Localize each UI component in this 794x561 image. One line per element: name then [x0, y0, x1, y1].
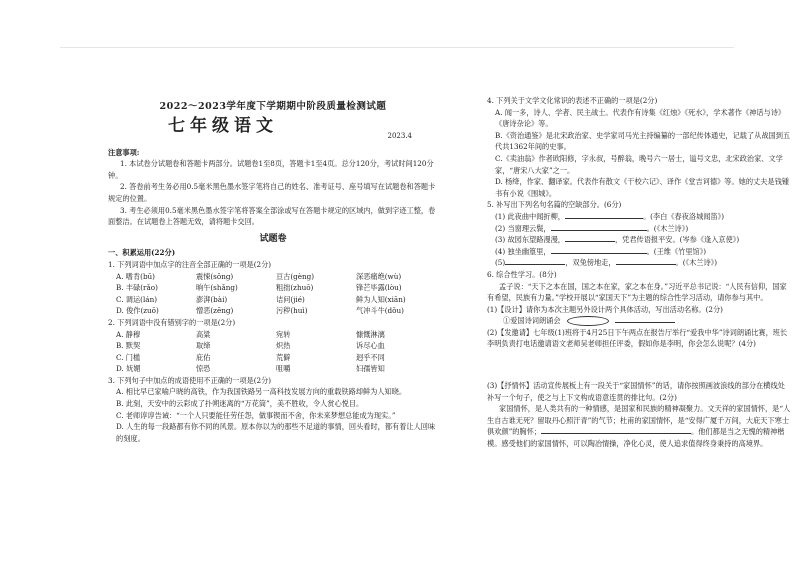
q6-sub2: (2)【发邀请】七年级(1)班将于4月25日下午两点在报告厅举行“爱我中华”诗词朗诵比赛，班长李明负责打电话邀请语文老师吴老师担任评委，假如你是李明，你会怎么说呢？(4分) [487, 327, 788, 349]
q6-sub1-answer: ①爱国诗词朗诵会 [503, 316, 561, 326]
q5-line-prompt: (2) 当窗理云鬓， [495, 223, 551, 233]
q1-option: D. 俊作(zuō) [116, 306, 159, 316]
q1-option: 鲜为人知(xiān) [356, 294, 406, 304]
answer-blank[interactable] [615, 322, 675, 323]
notice-item: 2. 答卷前考生务必用0.5毫米黑色墨水签字笔将自己的姓名、准考证号、座号填写在试题卷和答题卡规定的位置。 [108, 182, 436, 203]
q5-line-source: ，凭君传语报平安。(岑参《逢入京使》) [614, 235, 740, 245]
q2-options [108, 329, 438, 375]
q1-option: 粗拙(zhuō) [276, 283, 314, 293]
q2-stem: 2. 下列词语中没有错别字的一项是(2分) [108, 317, 236, 327]
q5-line [487, 257, 792, 269]
q3-option: C. 老师谆谆告诫：“一个人只要能任劳任怨，做事锲而不舍，你未来梦想总能成为现实。” [116, 410, 396, 420]
q3-option: B. 此刻，天安中的云彩成了扑朔迷离的“万花筒”，美不胜收，令人赏心悦目。 [116, 399, 364, 409]
q3-option: A. 相比早已家喻户晓的高铁，作为我国铁路另一高科技发展方向的重载铁路却鲜为人知晓。 [116, 387, 407, 397]
answer-blank[interactable] [505, 264, 565, 265]
q2-option: 高粱 [196, 329, 211, 339]
exam-title: 2022～2023学年度下学期期中阶段质量检测试题 [159, 101, 387, 112]
q2-option: 取缔 [196, 341, 211, 351]
q2-option: 迥乎不同 [356, 352, 385, 362]
q1-option: A. 嗜肯(bū) [116, 271, 155, 281]
q4-option: A. 闻一多，诗人、学者、民主战士。代表作有诗集《红烛》《死水》，学术著作《神话与诗》《唐诗杂论》等。 [495, 107, 786, 129]
answer-blank[interactable] [541, 433, 691, 434]
q4-option: C.《卖油翁》作者欧阳修，字永叔，号醉翁，晚号六一居士，谥号文忠，北宋政治家、文学家，“唐宋八大家”之一。 [495, 153, 783, 175]
notice-item: 1. 本试卷分试题卷和答题卡两部分。试题卷1至8页，答题卡1至4页。总分120分，考试时间120分钟。 [108, 159, 434, 180]
q1-stem: 1. 下列词语中加点字的注音全部正确的一项是(2分) [108, 259, 272, 269]
q1-option: 诘问(jié) [276, 294, 305, 304]
section-title: 试题卷 [259, 233, 287, 244]
subject-title: 七年级语文 [168, 115, 278, 136]
q1-option: 气冲斗牛(dǒu) [356, 306, 404, 316]
q5-line [487, 246, 792, 258]
subject-row [108, 115, 438, 145]
q1-option: 亘古(gèng) [276, 271, 315, 281]
q2-option: 庇佑 [196, 352, 211, 362]
q2-option: 咀嚼 [276, 364, 291, 374]
answer-blank[interactable] [551, 230, 647, 231]
q2-option: B. 默契 [116, 341, 141, 351]
q2-option: 妇孺皆知 [356, 364, 385, 374]
q5-line-source: 。(王维《竹里馆》) [646, 246, 707, 256]
q1-option: C. 调运(lán) [116, 294, 158, 304]
right-column [487, 95, 792, 450]
q5-line-prompt: (1) 此夜曲中闻折柳， [495, 211, 565, 221]
notice-heading: 注意事项: [108, 147, 140, 157]
part-heading: 一、积累运用(22分) [108, 248, 176, 258]
q1-option: 深恶痛绝(wù) [356, 271, 402, 281]
q5-line-middle: ，双兔傍地走， [565, 258, 616, 268]
answer-blank[interactable] [616, 264, 676, 265]
q5-line [487, 223, 792, 235]
q2-option: 慷慨淋漓 [356, 329, 385, 339]
q1-option: 憎恶(zēng) [196, 306, 234, 316]
q2-option: C. 门槛 [116, 352, 141, 362]
q6-sub1: (1)【设计】请你为本次主题另外设计两个具体活动，写出活动名称。(2分) [487, 304, 723, 314]
q5-line-prompt: (5) [495, 258, 506, 268]
q6-sub1-answer-row [487, 315, 792, 327]
q3-option: D. 人生的每一段路都有你不同的风景。原本你以为的那些不足道的事情，回头看时，都有着让人回味的刻度。 [116, 422, 436, 443]
q5-line-source: 。(李白《春夜洛城闻笛》) [642, 211, 725, 221]
q2-option: 诉尽心血 [356, 341, 385, 351]
left-column [108, 95, 438, 444]
activity-ellipse [567, 316, 609, 326]
q6-passage-end: 。他们都是当之无愧的精神楷模。感受他们的家国情怀，可以陶冶情操，净化心灵，使人追求值得终身秉持的高境界。 [487, 427, 785, 449]
q4-option: B.《资治通鉴》是北宋政治家、史学家司马光主持编纂的一部纪传体通史，记载了从战国到五代共1362年间的史事。 [495, 130, 791, 152]
q1-option: 澎湃(bài) [196, 294, 228, 304]
q6-intro: 孟子说：“天下之本在国，国之本在家，家之本在身。”习近平总书记说：“人民有信仰，国家有希望，民族有力量。”学校开展以“家国天下”为主题的综合性学习活动，请你参与其中。 [487, 281, 787, 303]
page-top-border [60, 47, 734, 48]
q2-option: D. 妩媚 [116, 364, 141, 374]
q2-option: 宛转 [276, 329, 291, 339]
notice-item: 3. 考生必须用0.5毫米黑色墨水签字笔将答案全部涂或写在答题卡规定的区域内，做到字迹工整，卷面整洁。在试题卷上答题无效，请将题卡交回。 [108, 205, 436, 227]
q5-line-prompt: (4) 独坐幽篁里， [495, 246, 551, 256]
q6-sub3: (3)【抒情怀】活动宣传展板上有一段关于“家国情怀”的话，请你按照画波浪线的部分在横线处补写一个句子，使之与上下文构成语意连贯的排比句。(2分) [487, 381, 785, 402]
q6-stem: 6. 综合性学习。(8分) [487, 269, 557, 279]
q5-line-prompt: (3) 故园东望路漫漫， [495, 235, 565, 245]
q5-line [487, 211, 792, 223]
q1-option: 锋芒毕露(lòu) [356, 283, 402, 293]
q1-option: 污秽(huì) [276, 306, 308, 316]
q5-line-source: 。(《木兰诗》) [675, 258, 718, 268]
q6-sub2-answer-space[interactable] [487, 350, 792, 380]
q4-stem: 4. 下列关于文学文化常识的表述不正确的一项是(2分) [487, 96, 658, 105]
q1-option: 晌午(shǎng) [196, 283, 238, 293]
exam-date: 2023.4 [387, 131, 412, 140]
q5-stem: 5. 补写出下列名句名篇的空缺部分。(6分) [487, 200, 622, 210]
q6-passage-text: 家国情怀，是人类共有的一种情感，是国家和民族的精神凝聚力。文天祥的家国情怀，是“人生自古谁无死？留取丹心照汗青”的气节；杜甫的家国情怀，是“安得广厦千万间，大庇天下寒士俱欢颜”的胸怀； [487, 404, 791, 437]
q2-option: 荒僻 [276, 352, 291, 362]
q3-stem: 3. 下列句子中加点的成语使用不正确的一项是(2分) [108, 375, 272, 385]
q1-option: B. 丰碌(rǎo) [116, 283, 158, 293]
q2-option: 炽热 [276, 341, 291, 351]
answer-blank[interactable] [551, 253, 647, 254]
answer-blank[interactable] [565, 241, 615, 242]
q5-line [487, 234, 792, 246]
q2-option: A. 静穆 [116, 329, 141, 339]
answer-blank[interactable] [565, 218, 643, 219]
q2-option: 惊恐 [196, 364, 211, 374]
q6-passage [487, 403, 792, 449]
q1-options [108, 271, 438, 317]
q5-line-source: 。(《木兰诗》) [646, 223, 689, 233]
q4-option: D. 杨绛，作家、翻译家。代表作有散文《干校六记》、译作《堂吉诃德》等。她的丈夫是钱锺书有小说《围城》。 [495, 177, 789, 198]
q1-option: 震悚(sǒng) [196, 271, 234, 281]
